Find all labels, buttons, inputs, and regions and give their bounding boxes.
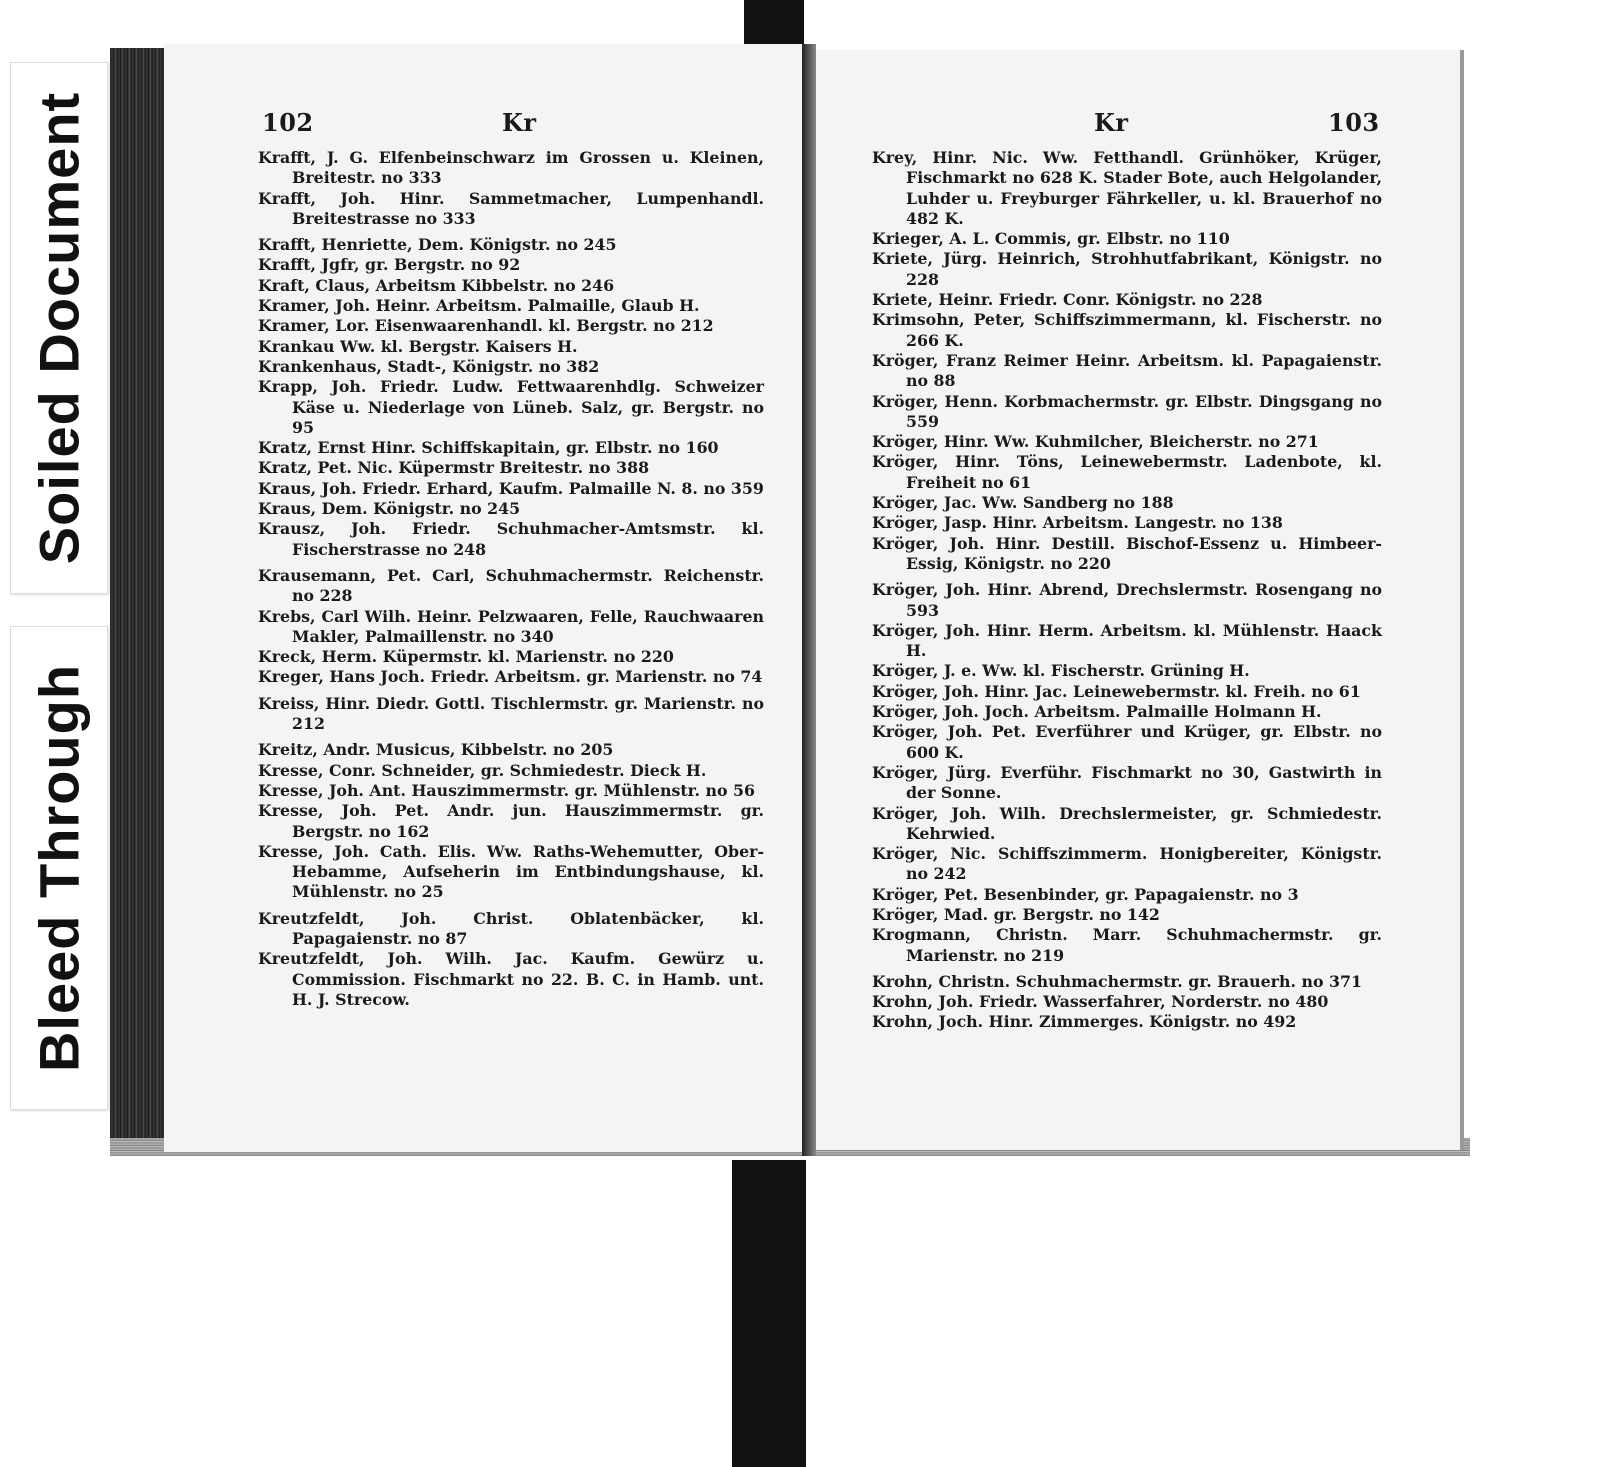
directory-entry: Krebs, Carl Wilh. Heinr. Pelzwaaren, Felle, Rauchwaaren Makler, Palmaillenstr. no 340: [258, 606, 764, 646]
directory-entry: Krankau Ww. kl. Bergstr. Kaisers H.: [258, 336, 578, 356]
directory-entry: Kröger, Nic. Schiffszimmerm. Honigbereiter, Königstr. no 242: [872, 844, 1382, 884]
directory-entry: Kraus, Dem. Königstr. no 245: [258, 499, 521, 519]
right-entries-list: [872, 148, 1382, 1033]
directory-entry: Kröger, Joh. Hinr. Jac. Leinewebermstr. kl. Freih. no 61: [872, 681, 1361, 701]
directory-entry: Kröger, Joh. Hinr. Herm. Arbeitsm. kl. Mühlenstr. Haack H.: [872, 620, 1382, 661]
directory-entry: Kröger, Joh. Joch. Arbeitsm. Palmaille Holmann H.: [872, 702, 1322, 722]
directory-entry: Krohn, Christn. Schuhmachermstr. gr. Brauerh. no 371: [872, 971, 1362, 991]
directory-entry: Kröger, Jac. Ww. Sandberg no 188: [872, 493, 1174, 513]
directory-entry: Kröger, Joh. Wilh. Drechslermeister, gr. Schmiedestr. Kehrwied.: [872, 803, 1382, 843]
directory-entry: Kreutzfeldt, Joh. Wilh. Jac. Kaufm. Gewürz u. Commission. Fischmarkt no 22. B. C. in Hamb. unt. H. J. Strecow.: [258, 949, 764, 1009]
directory-entry: Kramer, Joh. Heinr. Arbeitsm. Palmaille, Glaub H.: [258, 296, 700, 316]
directory-entry: Kröger, Mad. gr. Bergstr. no 142: [872, 904, 1160, 924]
directory-entry: Krafft, Henriette, Dem. Königstr. no 245: [258, 235, 617, 255]
directory-entry: Kröger, Henn. Korbmachermstr. gr. Elbstr. Dingsgang no 559: [872, 391, 1382, 431]
book-gutter: [802, 44, 816, 1156]
directory-entry: Kröger, Hinr. Ww. Kuhmilcher, Bleicherstr. no 271: [872, 432, 1319, 452]
directory-entry: Kröger, J. e. Ww. kl. Fischerstr. Grüning H.: [872, 661, 1250, 681]
directory-entry: Kröger, Pet. Besenbinder, gr. Papagaienstr. no 3: [872, 884, 1299, 904]
directory-entry: Krafft, J. G. Elfenbeinschwarz im Grossen u. Kleinen, Breitestr. no 333: [258, 148, 764, 188]
directory-entry: Kröger, Franz Reimer Heinr. Arbeitsm. kl. Papagaienstr. no 88: [872, 350, 1382, 391]
directory-entry: Kreiss, Hinr. Diedr. Gottl. Tischlermstr. gr. Marienstr. no 212: [258, 693, 764, 734]
directory-entry: Kriete, Heinr. Friedr. Conr. Königstr. no 228: [872, 290, 1263, 310]
directory-entry: Kreck, Herm. Küpermstr. kl. Marienstr. no 220: [258, 647, 674, 667]
book-page-edges: [110, 48, 168, 1153]
directory-entry: Krey, Hinr. Nic. Ww. Fetthandl. Grünhöker, Krüger, Fischmarkt no 628 K. Stader Bote, auch Helgolander, Luhder u. Freyburger Fährkeller, u. kl. Brauerhof no 482 K.: [872, 148, 1382, 228]
directory-entry: Kreitz, Andr. Musicus, Kibbelstr. no 205: [258, 740, 614, 760]
directory-entry: Krafft, Jgfr, gr. Bergstr. no 92: [258, 255, 521, 275]
directory-entry: Krieger, A. L. Commis, gr. Elbstr. no 110: [872, 229, 1230, 249]
bottom-spine-strip: [732, 1160, 806, 1467]
directory-entry: Kröger, Hinr. Töns, Leinewebermstr. Ladenbote, kl. Freiheit no 61: [872, 452, 1382, 492]
right-page-header: Kr: [1094, 108, 1129, 137]
directory-entry: Kriete, Jürg. Heinrich, Strohhutfabrikant, Königstr. no 228: [872, 249, 1382, 289]
directory-entry: Krimsohn, Peter, Schiffszimmermann, kl. Fischerstr. no 266 K.: [872, 310, 1382, 350]
directory-entry: Kresse, Conr. Schneider, gr. Schmiedestr. Dieck H.: [258, 760, 707, 780]
directory-entry: Krafft, Joh. Hinr. Sammetmacher, Lumpenhandl. Breitestrasse no 333: [258, 188, 764, 228]
directory-entry: Krankenhaus, Stadt-, Königstr. no 382: [258, 356, 600, 376]
right-page-number: 103: [1328, 108, 1380, 137]
directory-entry: Krogmann, Christn. Marr. Schuhmachermstr. gr. Marienstr. no 219: [872, 925, 1382, 965]
directory-entry: Kratz, Pet. Nic. Küpermstr Breitestr. no 388: [258, 458, 650, 478]
directory-entry: Kramer, Lor. Eisenwaarenhandl. kl. Bergstr. no 212: [258, 316, 714, 336]
left-entries-list: [258, 148, 764, 1010]
left-page-number: 102: [262, 108, 314, 137]
directory-entry: Kröger, Joh. Pet. Everführer und Krüger, gr. Elbstr. no 600 K.: [872, 722, 1382, 762]
directory-entry: Kröger, Joh. Hinr. Abrend, Drechslermstr. Rosengang no 593: [872, 580, 1382, 620]
directory-entry: Kresse, Joh. Cath. Elis. Ww. Raths-Wehemutter, Ober-Hebamme, Aufseherin im Entbindungshause, kl. Mühlenstr. no 25: [258, 841, 764, 902]
directory-entry: Kröger, Jürg. Everführ. Fischmarkt no 30, Gastwirth in der Sonne.: [872, 762, 1382, 803]
soiled-document-label: Soiled Document: [27, 91, 91, 565]
directory-entry: Kresse, Joh. Ant. Hauszimmermstr. gr. Mühlenstr. no 56: [258, 780, 756, 800]
directory-entry: Kratz, Ernst Hinr. Schiffskapitain, gr. Elbstr. no 160: [258, 438, 719, 458]
directory-entry: Krohn, Joh. Friedr. Wasserfahrer, Norderstr. no 480: [872, 992, 1329, 1012]
directory-entry: Kreger, Hans Joch. Friedr. Arbeitsm. gr. Marienstr. no 74: [258, 667, 763, 687]
left-page-header: Kr: [502, 108, 537, 137]
bleed-through-tab: [10, 626, 108, 1110]
directory-entry: Krausz, Joh. Friedr. Schuhmacher-Amtsmstr. kl. Fischerstrasse no 248: [258, 519, 764, 559]
directory-entry: Kraft, Claus, Arbeitsm Kibbelstr. no 246: [258, 275, 615, 295]
directory-entry: Kresse, Joh. Pet. Andr. jun. Hauszimmermstr. gr. Bergstr. no 162: [258, 801, 764, 841]
directory-entry: Krausemann, Pet. Carl, Schuhmachermstr. Reichenstr. no 228: [258, 565, 764, 606]
directory-entry: Kraus, Joh. Friedr. Erhard, Kaufm. Palmaille N. 8. no 359: [258, 478, 764, 498]
bleed-through-label: Bleed Through: [27, 663, 91, 1073]
directory-entry: Kröger, Joh. Hinr. Destill. Bischof-Essenz u. Himbeer-Essig, Königstr. no 220: [872, 533, 1382, 573]
soiled-document-tab: [10, 62, 108, 594]
directory-entry: Kröger, Jasp. Hinr. Arbeitsm. Langestr. no 138: [872, 513, 1283, 533]
directory-entry: Kreutzfeldt, Joh. Christ. Oblatenbäcker, kl. Papagaienstr. no 87: [258, 908, 764, 948]
directory-entry: Krapp, Joh. Friedr. Ludw. Fettwaarenhdlg. Schweizer Käse u. Niederlage von Lüneb. Salz, gr. Bergstr. no 95: [258, 377, 764, 437]
directory-entry: Krohn, Joch. Hinr. Zimmerges. Königstr. no 492: [872, 1012, 1297, 1032]
